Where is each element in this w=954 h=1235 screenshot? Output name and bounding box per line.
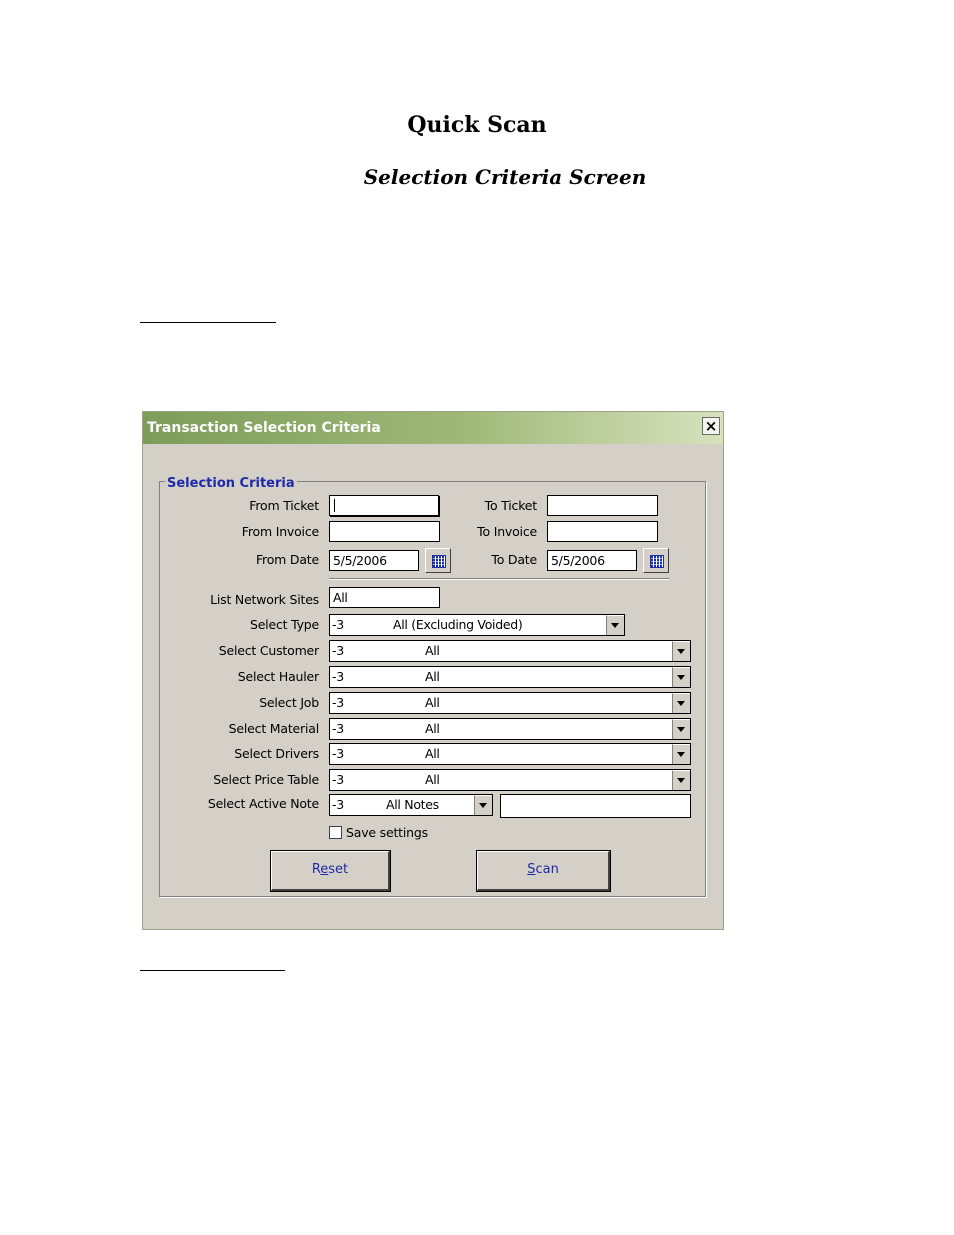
dialog-title: Transaction Selection Criteria (147, 420, 381, 436)
to-ticket-input[interactable] (547, 495, 658, 516)
select-active-note-code: -3 (332, 797, 344, 812)
select-job-value: All (425, 695, 440, 710)
text-caret (334, 499, 335, 512)
select-material-label: Select Material (228, 721, 319, 736)
select-type-value: All (Excluding Voided) (393, 617, 523, 632)
group-label: Selection Criteria (167, 476, 295, 491)
divider-bottom (140, 970, 285, 971)
select-active-note-combo[interactable] (329, 794, 493, 816)
to-date-input[interactable]: 5/5/2006 (547, 550, 637, 571)
select-active-note-label: Select Active Note (207, 796, 319, 811)
save-settings-label: Save settings (346, 825, 428, 840)
select-hauler-value: All (425, 669, 440, 684)
select-price-table-value: All (425, 772, 440, 787)
scan-button[interactable] (477, 851, 610, 891)
network-sites-input[interactable]: All (329, 587, 440, 608)
reset-label-rest: set (328, 862, 349, 877)
save-settings-checkbox[interactable] (329, 826, 342, 839)
to-date-calendar-button[interactable] (643, 548, 669, 573)
select-customer-combo[interactable] (329, 640, 691, 662)
dropdown-arrow-icon[interactable] (672, 770, 690, 790)
scan-mnemonic: S (527, 862, 536, 877)
from-ticket-label: From Ticket (249, 498, 319, 513)
scan-label-rest: can (535, 862, 559, 877)
select-material-value: All (425, 721, 440, 736)
dropdown-arrow-icon[interactable] (672, 719, 690, 739)
reset-button[interactable] (271, 851, 390, 891)
dropdown-arrow-icon[interactable] (606, 615, 624, 635)
from-date-label: From Date (255, 552, 319, 567)
transaction-selection-dialog (142, 411, 724, 930)
from-invoice-label: From Invoice (241, 524, 319, 539)
dropdown-arrow-icon[interactable] (474, 795, 492, 815)
select-customer-label: Select Customer (218, 643, 319, 658)
document-title: Quick Scan (407, 112, 547, 138)
to-invoice-input[interactable] (547, 521, 658, 542)
dialog-titlebar[interactable] (143, 412, 723, 444)
document-subtitle: Selection Criteria Screen (363, 165, 647, 189)
reset-mnemonic: e (320, 862, 329, 877)
to-invoice-label: To Invoice (477, 524, 537, 539)
select-type-code: -3 (332, 617, 344, 632)
select-hauler-code: -3 (332, 669, 344, 684)
select-type-combo[interactable] (329, 614, 625, 636)
calendar-icon (650, 555, 664, 568)
reset-label-pre: R (311, 862, 321, 877)
select-job-code: -3 (332, 695, 344, 710)
select-active-note-value: All Notes (386, 797, 439, 812)
network-sites-label: List Network Sites (210, 592, 319, 607)
select-price-table-label: Select Price Table (213, 772, 319, 787)
select-drivers-value: All (425, 746, 440, 761)
from-date-input[interactable]: 5/5/2006 (329, 550, 419, 571)
select-hauler-label: Select Hauler (237, 669, 319, 684)
dropdown-arrow-icon[interactable] (672, 667, 690, 687)
select-price-table-combo[interactable] (329, 769, 691, 791)
active-note-text-input[interactable] (500, 794, 691, 818)
select-material-code: -3 (332, 721, 344, 736)
select-hauler-combo[interactable] (329, 666, 691, 688)
dropdown-arrow-icon[interactable] (672, 641, 690, 661)
select-customer-value: All (425, 643, 440, 658)
select-drivers-label: Select Drivers (234, 746, 319, 761)
close-icon[interactable]: × (702, 417, 720, 435)
to-date-label: To Date (491, 552, 537, 567)
select-drivers-code: -3 (332, 746, 344, 761)
select-customer-code: -3 (332, 643, 344, 658)
date-separator (329, 578, 669, 580)
select-job-combo[interactable] (329, 692, 691, 714)
dropdown-arrow-icon[interactable] (672, 744, 690, 764)
select-job-label: Select Job (259, 695, 319, 710)
selection-criteria-group (159, 481, 706, 897)
dropdown-arrow-icon[interactable] (672, 693, 690, 713)
divider-top (140, 322, 276, 323)
select-type-label: Select Type (249, 617, 319, 632)
to-ticket-label: To Ticket (484, 498, 537, 513)
select-material-combo[interactable] (329, 718, 691, 740)
select-price-table-code: -3 (332, 772, 344, 787)
select-drivers-combo[interactable] (329, 743, 691, 765)
